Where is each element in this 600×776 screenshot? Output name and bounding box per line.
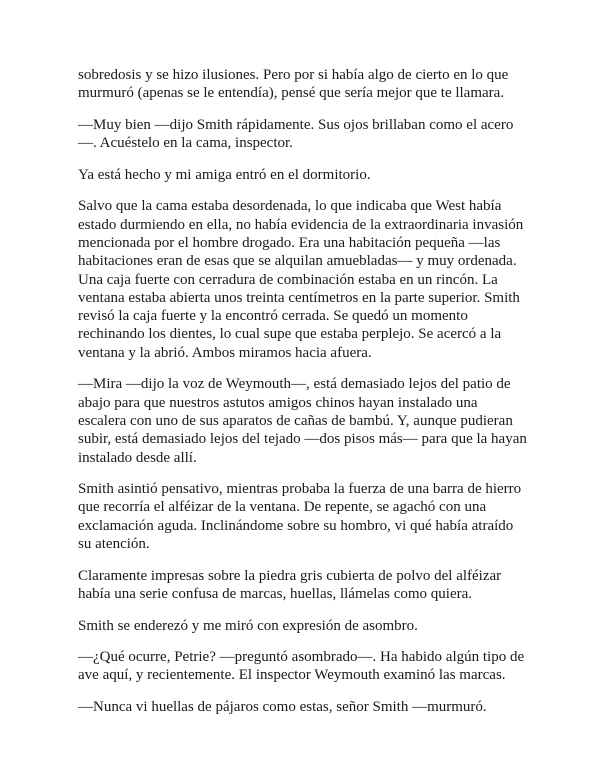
text-body <box>78 66 528 730</box>
paragraph: Ya está hecho y mi amiga entró en el dormitorio. <box>78 166 371 183</box>
paragraph: Salvo que la cama estaba desordenada, lo que indicaba que West había estado durmiendo en ella, no había evidencia de la extraordinaria invasión mencionada por el hombre drogado. Era una habitación pequeña —las habitaciones eran de esas que se alquilan amuebladas— y muy ordenada. Una caja fuerte con cerradura de combinación estaba en un rincón. La ventana estaba abierta unos treinta centímetros en la parte superior. Smith revisó la caja fuerte y la encontró cerrada. Se quedó un momento rechinando los dientes, lo cual supe que estaba perplejo. Se acercó a la ventana y la abrió. Ambos miramos hacia afuera. <box>78 198 524 361</box>
paragraph: Smith se enderezó y me miró con expresión de asombro. <box>78 617 418 634</box>
paragraph: sobredosis y se hizo ilusiones. Pero por si había algo de cierto en lo que murmuró (apenas se le entendía), pensé que sería mejor que te llamara. <box>78 67 509 102</box>
paragraph: Claramente impresas sobre la piedra gris cubierta de polvo del alféizar había una serie confusa de marcas, huellas, llámelas como quiera. <box>78 567 502 602</box>
paragraph: —Nunca vi huellas de pájaros como estas, señor Smith —murmuró. <box>78 698 487 715</box>
paragraph: —Muy bien —dijo Smith rápidamente. Sus ojos brillaban como el acero—. Acuéstelo en la cama, inspector. <box>78 116 514 152</box>
paragraph: Smith asintió pensativo, mientras probaba la fuerza de una barra de hierro que recorría el alféizar de la ventana. De repente, se agachó con una exclamación aguda. Inclinándome sobre su hombro, vi qué había atraído su atención. <box>78 481 522 553</box>
paragraph: —¿Qué ocurre, Petrie? —preguntó asombrado—. Ha habido algún tipo de ave aquí, y recientemente. El inspector Weymouth examinó las marcas. <box>78 649 525 684</box>
paragraph: —Mira —dijo la voz de Weymouth—, está demasiado lejos del patio de abajo para que nuestros astutos amigos chinos hayan instalado una escalera con uno de sus aparatos de cañas de bambú. Y, aunque pudieran subir, está demasiado lejos del tejado —dos pisos más— para que la hayan instalado desde allí. <box>78 376 527 466</box>
